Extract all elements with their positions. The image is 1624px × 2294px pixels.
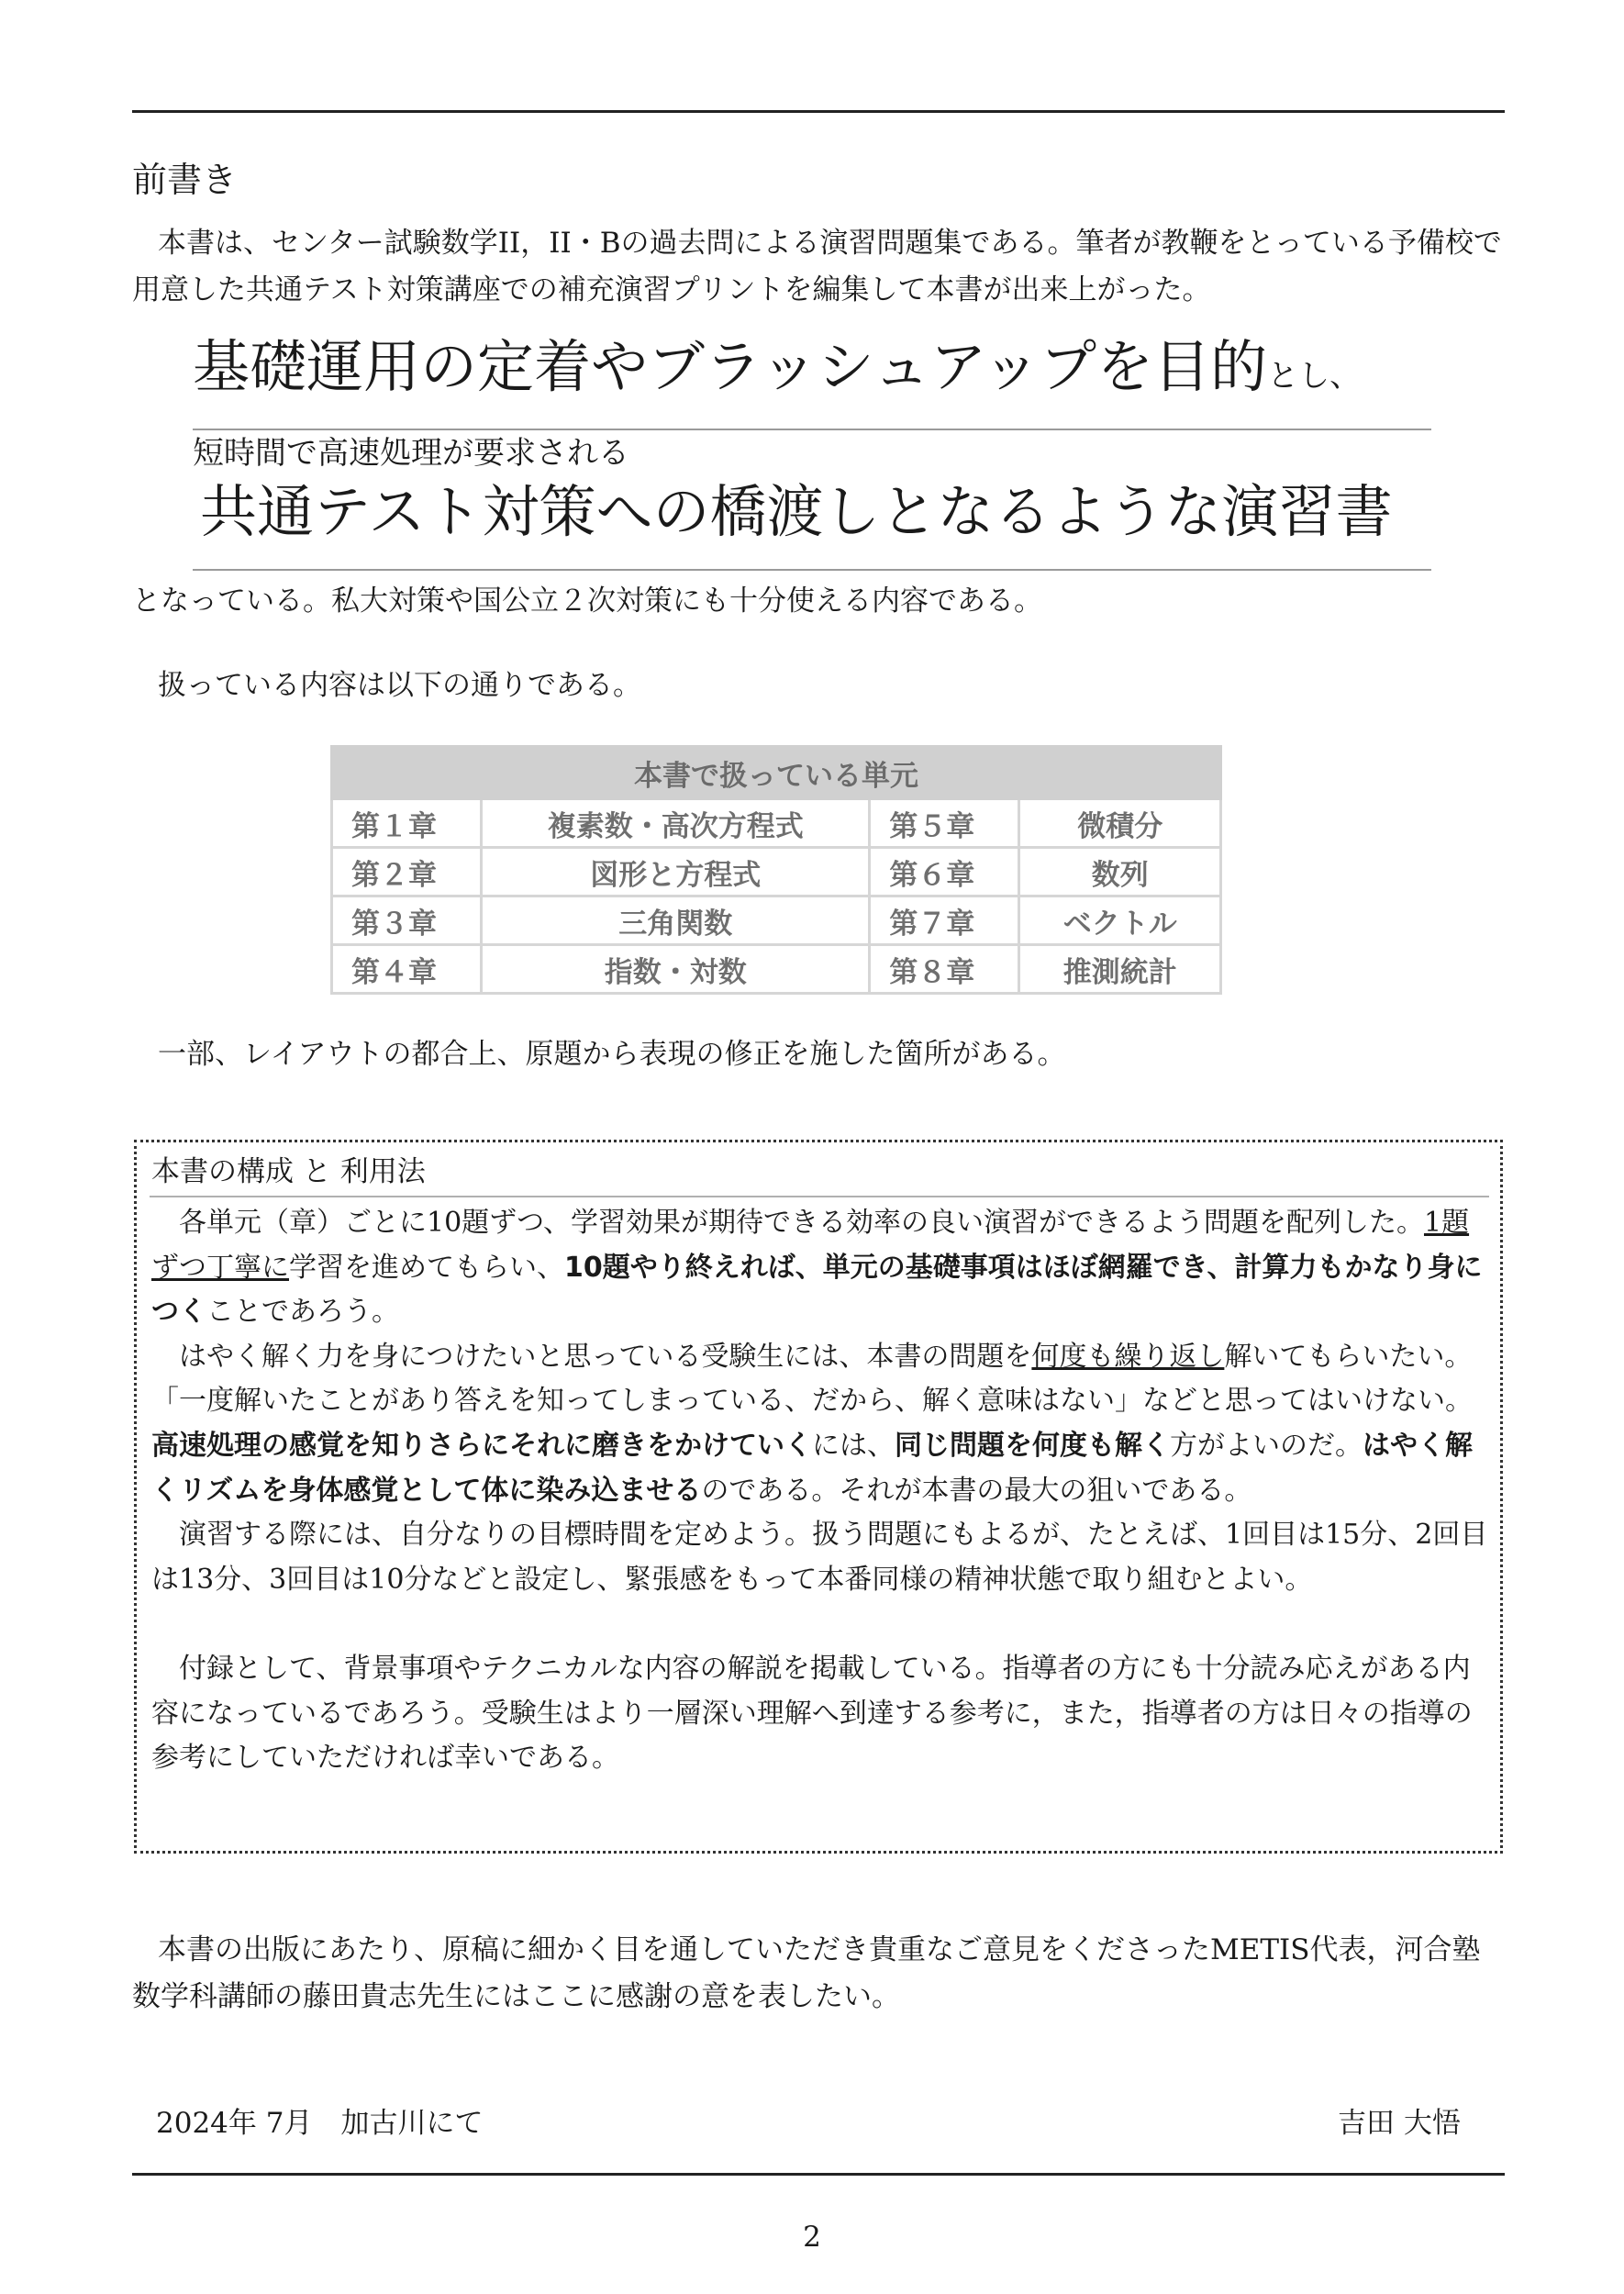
page-heading: 前書き — [132, 160, 238, 200]
contents-intro: 扱っている内容は以下の通りである。 — [158, 669, 641, 702]
text-run: 方がよいのだ。 — [1170, 1429, 1363, 1462]
highlight-line-1 — [193, 330, 1431, 413]
usage-paragraph-1 — [151, 1201, 1491, 1335]
chapter-name: 数列 — [1019, 848, 1221, 896]
underlined-text: 1題ずつ丁寧に — [151, 1207, 1470, 1284]
bold-text: はやく解くリズムを身体感覚として体に染み込ませる — [151, 1429, 1473, 1507]
text-run: はやく解く力を身につけたいと思っている受験生には、本書の問題を — [179, 1340, 1032, 1373]
table-row — [332, 896, 1221, 945]
chapter-name: 三角関数 — [482, 896, 870, 945]
author-name: 吉田 大悟 — [1338, 2107, 1461, 2140]
text-run: ことであろう。 — [206, 1296, 399, 1329]
chapter-number: 第３章 — [332, 896, 482, 945]
chapter-number: 第２章 — [332, 848, 482, 896]
highlight-rule-2 — [193, 569, 1431, 571]
highlight-line-1-suffix: とし、 — [1267, 358, 1362, 395]
page-number: 2 — [803, 2221, 821, 2254]
chapter-name: 微積分 — [1019, 799, 1221, 848]
bold-text: 同じ問題を何度も解く — [895, 1429, 1170, 1462]
chapter-number: 第５章 — [870, 799, 1019, 848]
chapter-name: ベクトル — [1019, 896, 1221, 945]
table-row — [332, 799, 1221, 848]
intro-paragraph: 本書は、センター試験数学II，II・Bの過去問による演習問題集である。筆者が教鞭をとっている予備校で用意した共通テスト対策講座での補充演習プリントを編集して本書が出来上がった。 — [132, 227, 1502, 306]
highlight-line-1-main: 基礎運用の定着やブラッシュアップを目的 — [193, 333, 1268, 400]
table-row — [332, 945, 1221, 994]
chapter-name: 推測統計 — [1019, 945, 1221, 994]
highlight-line-2-small: 短時間で高速処理が要求される — [193, 435, 629, 472]
units-table — [330, 745, 1222, 995]
bold-text: 高速処理の感覚を知りさらにそれに磨きをかけていく — [151, 1429, 812, 1462]
text-run: 各単元（章）ごとに10題ずつ、学習効果が期待できる効率の良い演習ができるよう問題を配列した。 — [179, 1207, 1424, 1239]
chapter-number: 第１章 — [332, 799, 482, 848]
after-highlight-paragraph: となっている。私大対策や国公立２次対策にも十分使える内容である。 — [132, 585, 1042, 618]
chapter-number: 第６章 — [870, 848, 1019, 896]
date-place: 2024年 7月 加古川にて — [156, 2107, 484, 2140]
usage-box — [134, 1140, 1503, 1854]
usage-paragraph-2 — [151, 1335, 1491, 1513]
usage-box-title: 本書の構成 と 利用法 — [151, 1155, 426, 1188]
text-run: 学習を進めてもらい、 — [289, 1251, 564, 1284]
usage-box-body — [151, 1201, 1491, 1781]
usage-box-rule — [150, 1196, 1489, 1197]
chapter-number: 第７章 — [870, 896, 1019, 945]
text-run: 解いてもらいたい。「一度解いたことがあり答えを知ってしまっている、だから、解く意味はない」などと思ってはいけない。 — [151, 1340, 1473, 1418]
acknowledgement-paragraph: 本書の出版にあたり、原稿に細かく目を通していただき貴重なご意見をくださったMETIS代表，河合塾数学科講師の藤田貴志先生にはここに感謝の意を表したい。 — [132, 1933, 1481, 2013]
text-run: には、 — [812, 1429, 895, 1462]
revision-note: 一部、レイアウトの都合上、原題から表現の修正を施した箇所がある。 — [158, 1038, 1066, 1071]
chapter-name: 図形と方程式 — [482, 848, 870, 896]
chapter-number: 第８章 — [870, 945, 1019, 994]
chapter-name: 複素数・高次方程式 — [482, 799, 870, 848]
chapter-number: 第４章 — [332, 945, 482, 994]
highlight-rule-1 — [193, 429, 1431, 430]
underlined-text: 何度も繰り返し — [1031, 1340, 1225, 1373]
usage-paragraph-3: 演習する際には、自分なりの目標時間を定めよう。扱う問題にもよるが、たとえば、1回目は15分、2回目は13分、3回目は10分などと設定し、緊張感をもって本番同様の精神状態で取り組むとよい。 — [151, 1519, 1488, 1596]
bold-text: 10題やり終えれば、単元の基礎事項はほぼ網羅でき、計算力もかなり身につく — [151, 1251, 1483, 1329]
blank-line — [151, 1602, 1491, 1647]
top-rule — [132, 110, 1505, 113]
usage-paragraph-4: 付録として、背景事項やテクニカルな内容の解説を掲載している。指導者の方にも十分読み応えがある内容になっているであろう。受験生はより一層深い理解へ到達する参考に，また，指導者の方は日々の指導の参考にしていただければ幸いである。 — [151, 1652, 1473, 1775]
highlight-line-2-main: 共通テスト対策への橋渡しとなるような演習書 — [200, 478, 1393, 545]
units-table-header: 本書で扱っている単元 — [332, 747, 1221, 799]
table-row — [332, 848, 1221, 896]
text-run: のである。それが本書の最大の狙いである。 — [701, 1474, 1252, 1507]
bottom-rule — [132, 2173, 1505, 2176]
chapter-name: 指数・対数 — [482, 945, 870, 994]
